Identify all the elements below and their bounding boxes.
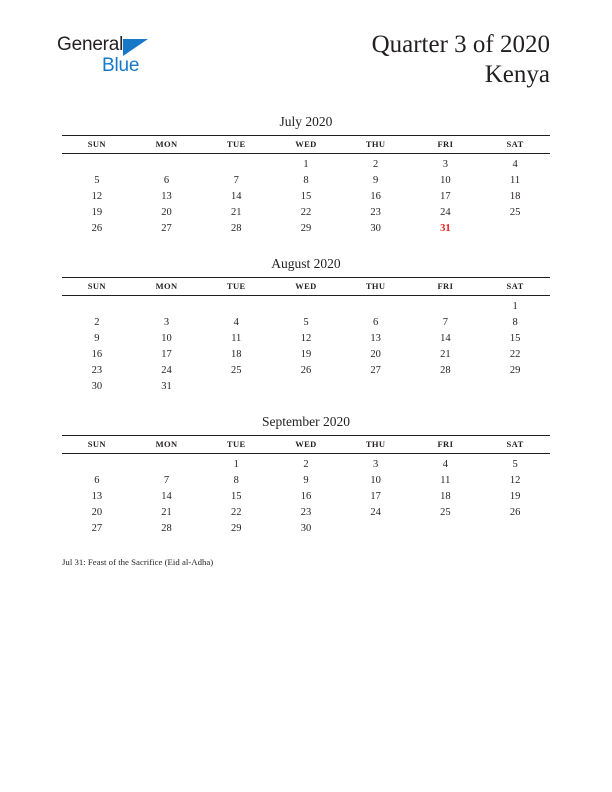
day-cell[interactable]: 18 — [231, 348, 242, 360]
day-cell-empty — [341, 520, 411, 536]
day-cell[interactable]: 7 — [442, 316, 448, 328]
week-row — [62, 362, 550, 378]
weekday-header-wed: WED — [271, 278, 341, 296]
day-cell[interactable]: 19 — [91, 206, 103, 218]
day-cell-empty — [411, 520, 481, 536]
day-cell[interactable]: 27 — [91, 522, 103, 534]
day-cell[interactable]: 26 — [91, 222, 103, 234]
month-block — [62, 412, 550, 536]
day-cell-empty — [201, 296, 271, 315]
day-cell-empty — [480, 220, 550, 236]
day-cell[interactable]: 20 — [370, 348, 381, 360]
day-cell[interactable]: 7 — [233, 174, 239, 186]
month-grid — [62, 277, 550, 394]
weekday-header-tue: TUE — [201, 136, 271, 154]
month-block — [62, 112, 550, 236]
day-cell-empty — [201, 154, 271, 173]
day-cell[interactable]: 26 — [509, 506, 521, 518]
week-row — [62, 204, 550, 220]
day-cell-empty — [62, 154, 132, 173]
weekday-header-sat: SAT — [480, 436, 550, 454]
day-cell[interactable]: 19 — [509, 490, 521, 502]
day-cell[interactable]: 12 — [91, 190, 103, 202]
day-cell[interactable]: 26 — [300, 364, 312, 376]
day-cell[interactable]: 24 — [370, 506, 381, 518]
brand-name-general: General — [57, 34, 124, 55]
country-title: Kenya — [484, 61, 550, 88]
day-cell[interactable]: 22 — [300, 206, 312, 218]
day-cell[interactable]: 30 — [300, 522, 312, 534]
day-cell[interactable]: 28 — [231, 222, 242, 234]
day-cell[interactable]: 17 — [440, 190, 451, 202]
week-row — [62, 504, 550, 520]
month-block — [62, 254, 550, 394]
weekday-header-mon: MON — [132, 278, 202, 296]
day-cell[interactable]: 17 — [370, 490, 381, 502]
day-cell[interactable]: 28 — [161, 522, 172, 534]
day-cell[interactable]: 23 — [91, 364, 103, 376]
week-row — [62, 346, 550, 362]
weekday-header-sat: SAT — [480, 136, 550, 154]
day-cell[interactable]: 30 — [370, 222, 381, 234]
holiday-footnotes — [62, 556, 550, 569]
weekday-header-thu: THU — [341, 436, 411, 454]
week-row — [62, 378, 550, 394]
brand-logo[interactable] — [57, 34, 177, 84]
day-cell[interactable]: 14 — [231, 190, 242, 202]
weekday-header-row — [62, 278, 550, 296]
day-cell[interactable]: 27 — [161, 222, 172, 234]
day-cell[interactable]: 23 — [370, 206, 381, 218]
day-cell[interactable]: 11 — [231, 332, 242, 344]
day-cell[interactable]: 1 — [233, 458, 239, 470]
week-row — [62, 488, 550, 504]
weekday-header-sun: SUN — [62, 436, 132, 454]
day-cell[interactable]: 31 — [161, 380, 172, 392]
day-cell[interactable]: 3 — [163, 316, 170, 328]
week-row — [62, 188, 550, 204]
day-cell-empty — [341, 378, 411, 394]
day-cell[interactable]: 29 — [231, 522, 242, 534]
week-row — [62, 472, 550, 488]
month-grid — [62, 435, 550, 536]
day-cell-empty — [132, 454, 202, 473]
day-cell[interactable]: 29 — [509, 364, 521, 376]
day-cell[interactable]: 18 — [509, 190, 521, 202]
week-row — [62, 330, 550, 346]
weekday-header-fri: FRI — [411, 436, 481, 454]
day-cell-empty — [341, 296, 411, 315]
day-cell[interactable]: 29 — [300, 222, 312, 234]
month-title: September 2020 — [261, 414, 351, 429]
week-row — [62, 220, 550, 236]
weekday-header-row — [62, 436, 550, 454]
day-cell-empty — [271, 296, 341, 315]
weekday-header-fri: FRI — [411, 278, 481, 296]
weekday-header-thu: THU — [341, 278, 411, 296]
day-cell[interactable]: 21 — [440, 348, 451, 360]
day-cell[interactable]: 13 — [91, 490, 103, 502]
day-cell[interactable]: 12 — [509, 474, 521, 486]
day-cell[interactable]: 10 — [440, 174, 451, 186]
quarter-title: Quarter 3 of 2020 — [371, 31, 550, 58]
day-cell[interactable]: 20 — [91, 506, 103, 518]
quarter-calendars — [62, 112, 550, 554]
day-cell-holiday[interactable]: 31 — [440, 222, 451, 234]
day-cell[interactable]: 13 — [161, 190, 172, 202]
day-cell[interactable]: 5 — [94, 174, 100, 186]
day-cell[interactable]: 11 — [440, 474, 451, 486]
day-cell[interactable]: 12 — [300, 332, 312, 344]
day-cell[interactable]: 18 — [440, 490, 451, 502]
day-cell[interactable]: 5 — [303, 316, 309, 328]
day-cell[interactable]: 27 — [370, 364, 381, 376]
day-cell[interactable]: 28 — [440, 364, 451, 376]
day-cell[interactable]: 4 — [442, 458, 448, 470]
month-grid — [62, 135, 550, 236]
weekday-header-row — [62, 136, 550, 154]
weekday-header-sun: SUN — [62, 136, 132, 154]
day-cell[interactable]: 21 — [161, 506, 172, 518]
day-cell-empty — [411, 296, 481, 315]
day-cell[interactable]: 15 — [300, 190, 312, 202]
day-cell[interactable]: 14 — [161, 490, 172, 502]
day-cell[interactable]: 4 — [512, 158, 518, 170]
day-cell[interactable]: 7 — [163, 474, 170, 486]
day-cell[interactable]: 10 — [370, 474, 381, 486]
day-cell[interactable]: 19 — [300, 348, 312, 360]
weekday-header-tue: TUE — [201, 436, 271, 454]
day-cell[interactable]: 8 — [512, 316, 518, 328]
weekday-header-sat: SAT — [480, 278, 550, 296]
holiday-footnote: Jul 31: Feast of the Sacrifice (Eid al-Adha) — [62, 557, 214, 567]
day-cell[interactable]: 8 — [233, 474, 239, 486]
day-cell[interactable]: 5 — [512, 458, 518, 470]
day-cell[interactable]: 3 — [442, 158, 448, 170]
day-cell[interactable]: 9 — [373, 174, 379, 186]
brand-name-blue: Blue — [102, 55, 140, 76]
day-cell-empty — [132, 154, 202, 173]
month-title: July 2020 — [279, 114, 333, 129]
week-row — [62, 454, 550, 473]
day-cell[interactable]: 6 — [94, 474, 100, 486]
weekday-header-fri: FRI — [411, 136, 481, 154]
day-cell[interactable]: 25 — [440, 506, 451, 518]
week-row — [62, 314, 550, 330]
weekday-header-tue: TUE — [201, 278, 271, 296]
day-cell[interactable]: 22 — [509, 348, 521, 360]
day-cell[interactable]: 17 — [161, 348, 172, 360]
day-cell[interactable]: 25 — [231, 364, 242, 376]
day-cell[interactable]: 2 — [303, 458, 309, 470]
week-row — [62, 296, 550, 315]
weekday-header-mon: MON — [132, 136, 202, 154]
day-cell-empty — [62, 296, 132, 315]
week-row — [62, 154, 550, 173]
day-cell[interactable]: 1 — [512, 300, 518, 312]
day-cell-empty — [132, 296, 202, 315]
page-header — [0, 0, 612, 100]
day-cell[interactable]: 24 — [161, 364, 172, 376]
day-cell[interactable]: 15 — [231, 490, 242, 502]
day-cell[interactable]: 9 — [303, 474, 309, 486]
day-cell[interactable]: 30 — [91, 380, 103, 392]
day-cell-empty — [62, 454, 132, 473]
day-cell[interactable]: 9 — [94, 332, 100, 344]
day-cell[interactable]: 16 — [370, 190, 381, 202]
day-cell[interactable]: 10 — [161, 332, 172, 344]
day-cell[interactable]: 3 — [373, 458, 379, 470]
triangle-icon — [123, 39, 148, 56]
weekday-header-wed: WED — [271, 136, 341, 154]
day-cell[interactable]: 13 — [370, 332, 381, 344]
page-title — [372, 30, 550, 90]
day-cell[interactable]: 1 — [303, 158, 309, 170]
weekday-header-mon: MON — [132, 436, 202, 454]
day-cell[interactable]: 4 — [233, 316, 239, 328]
week-row — [62, 520, 550, 536]
day-cell[interactable]: 16 — [91, 348, 103, 360]
day-cell[interactable]: 21 — [231, 206, 242, 218]
day-cell[interactable]: 6 — [373, 316, 379, 328]
day-cell-empty — [411, 378, 481, 394]
day-cell-empty — [201, 378, 271, 394]
day-cell[interactable]: 22 — [231, 506, 242, 518]
day-cell[interactable]: 16 — [300, 490, 312, 502]
day-cell[interactable]: 14 — [440, 332, 451, 344]
day-cell[interactable]: 24 — [440, 206, 451, 218]
day-cell[interactable]: 11 — [510, 174, 521, 186]
day-cell-empty — [271, 378, 341, 394]
day-cell[interactable]: 6 — [163, 174, 170, 186]
month-title: August 2020 — [271, 256, 341, 271]
weekday-header-thu: THU — [341, 136, 411, 154]
day-cell[interactable]: 23 — [300, 506, 312, 518]
day-cell[interactable]: 2 — [373, 158, 379, 170]
weekday-header-wed: WED — [271, 436, 341, 454]
day-cell-empty — [480, 520, 550, 536]
weekday-header-sun: SUN — [62, 278, 132, 296]
week-row — [62, 172, 550, 188]
day-cell[interactable]: 2 — [94, 316, 100, 328]
day-cell[interactable]: 15 — [509, 332, 521, 344]
day-cell-empty — [480, 378, 550, 394]
day-cell[interactable]: 20 — [161, 206, 172, 218]
day-cell[interactable]: 25 — [509, 206, 521, 218]
day-cell[interactable]: 8 — [303, 174, 309, 186]
